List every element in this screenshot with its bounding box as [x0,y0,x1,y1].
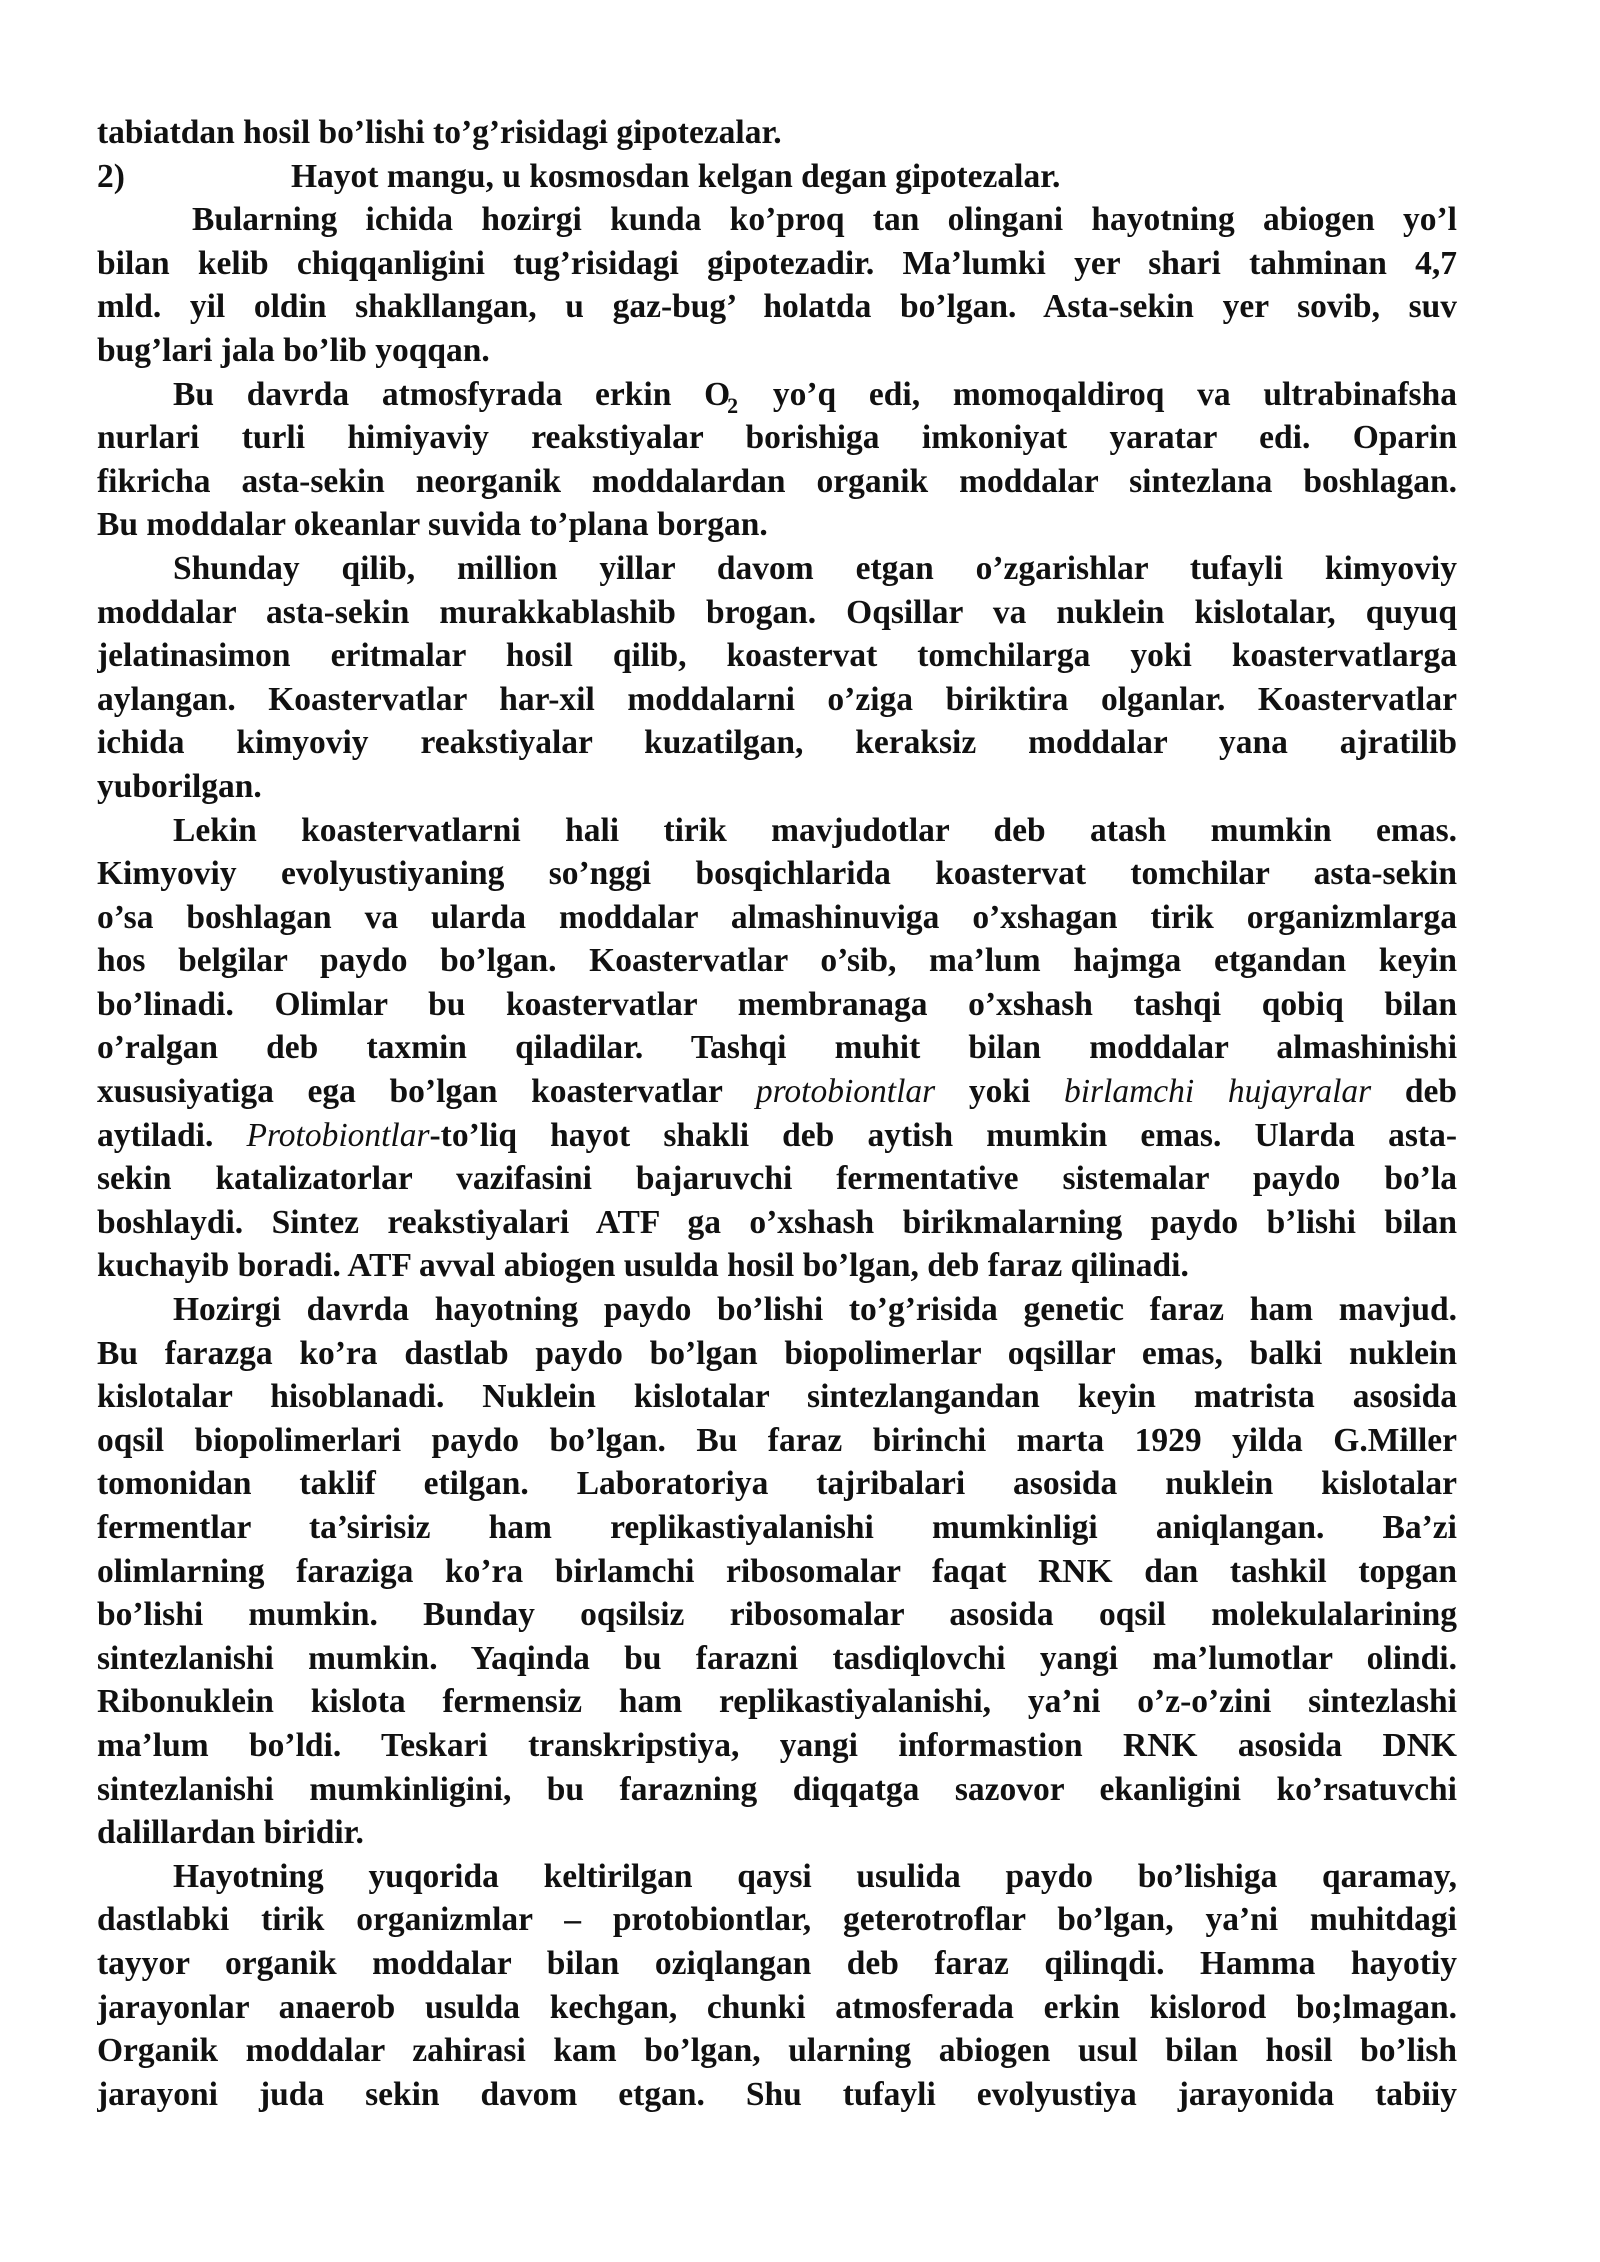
text-line: dalillardan biridir. [97,1814,364,1852]
text-line: sintezlanishi mumkin. Yaqinda bu farazni tasdiqlovchi yangi ma’lumotlar olindi. [97,1639,1457,1677]
text-line: olimlarning faraziga ko’ra birlamchi ribosomalar faqat RNK dan tashkil topgan [97,1552,1457,1590]
text-line: tomonidan taklif etilgan. Laboratoriya tajribalari asosida nuklein kislotalar [97,1465,1457,1503]
text-line: Bu moddalar okeanlar suvida to’plana borgan. [97,506,768,544]
text-line: moddalar asta-sekin murakkablashib brogan. Oqsillar va nuklein kislotalar, quyuq [97,593,1457,631]
text-line: Bu farazga ko’ra dastlab paydo bo’lgan biopolimerlar oqsillar emas, balki nuklein [97,1334,1457,1372]
text-line: hos belgilar paydo bo’lgan. Koastervatlar o’sib, ma’lum hajmga etgandan keyin [97,942,1457,980]
text-line: boshlaydi. Sintez reakstiyalari ATF ga o’xshash birikmalarning paydo b’lishi bilan [97,1203,1457,1241]
italic-term: birlamchi hujayralar [1063,1073,1372,1111]
document-page [97,111,1457,2116]
text-line: kuchayib boradi. ATF avval abiogen usulda hosil bo’lgan, deb faraz qilinadi. [97,1247,1189,1285]
text-line: Ribonuklein kislota fermensiz ham replikastiyalanishi, ya’ni o’z-o’zini sintezlashi [97,1683,1457,1721]
text-line: jarayonlar anaerob usulda kechgan, chunki atmosferada erkin kislorod bo;lmagan. [97,1988,1457,2026]
paragraph-first-line: Hayotning yuqorida keltirilgan qaysi usulida paydo bo’lishiga qaramay, [173,1857,1457,1895]
text-line: jelatinasimon eritmalar hosil qilib, koastervat tomchilarga yoki koastervatlarga [97,637,1457,675]
text-segment: Bu davrda atmosfyrada erkin O [173,375,731,413]
text-line: bug’lari jala bo’lib yoqqan. [97,331,490,369]
text-segment: aytiladi. [97,1116,247,1154]
paragraph-first-line: Bularning ichida hozirgi kunda ko’proq tan olingani hayotning abiogen yo’l [192,201,1457,239]
text-line: bo’lishi mumkin. Bunday oqsilsiz ribosomalar asosida oqsil molekulalarining [97,1596,1457,1634]
paragraph-first-line [97,373,1457,417]
text-line: oqsil biopolimerlari paydo bo’lgan. Bu faraz birinchi marta 1929 yilda G.Miller [97,1421,1457,1459]
numbered-item [97,155,1457,199]
text-line: bilan kelib chiqqanligini tug’risidagi gipotezadir. Ma’lumki yer shari tahminan 4,7 [97,244,1457,282]
text-line [97,1114,1457,1158]
text-segment: xususiyatiga ega bo’lgan koastervatlar [97,1073,756,1111]
text-line: ichida kimyoviy reakstiyalar kuzatilgan, keraksiz moddalar yana ajratilib [97,724,1457,762]
text-line: aylangan. Koastervatlar har-xil moddalarni o’ziga biriktira olganlar. Koastervatlar [97,680,1457,718]
text-line: fermentlar ta’sirisiz ham replikastiyalanishi mumkinligi aniqlangan. Ba’zi [97,1509,1457,1546]
subscript: 2 [727,392,739,417]
text-line: o’ralgan deb taxmin qiladilar. Tashqi muhit bilan moddalar almashinishi [97,1029,1457,1067]
paragraph-first-line: Lekin koastervatlarni hali tirik mavjudotlar deb atash mumkin emas. [173,811,1457,849]
italic-term: Protobiontlar [246,1116,430,1154]
text-segment: -to’liq hayot shakli deb aytish mumkin emas. Ularda asta- [429,1116,1457,1154]
text-line: sintezlanishi mumkinligini, bu farazning diqqatga sazovor ekanligini ko’rsatuvchi [97,1770,1457,1808]
text-line [97,1070,1457,1114]
text-line: sekin katalizatorlar vazifasini bajaruvchi fermentative sistemalar paydo bo’la [97,1160,1457,1198]
text-line: Kimyoviy evolyustiyaning so’nggi bosqichlarida koastervat tomchilar asta-sekin [97,855,1457,893]
text-line: nurlari turli himiyaviy reakstiyalar borishiga imkoniyat yaratar edi. Oparin [97,419,1457,457]
text-line: dastlabki tirik organizmlar – protobiontlar, geterotroflar bo’lgan, ya’ni muhitdagi [97,1901,1457,1939]
text-line: jarayoni juda sekin davom etgan. Shu tufayli evolyustiya jarayonida tabiiy [97,2075,1457,2113]
text-line: fikricha asta-sekin neorganik moddalardan organik moddalar sintezlana boshlagan. [97,462,1457,500]
text-segment: yo’q edi, momoqaldiroq va ultrabinafsha [740,375,1457,413]
text-line: bo’linadi. Olimlar bu koastervatlar membranaga o’xshash tashqi qobiq bilan [97,985,1457,1023]
text-line: o’sa boshlagan va ularda moddalar almashinuviga o’xshagan tirik organizmlarga [97,898,1457,936]
item-number: 2) [97,157,125,195]
text-line: tayyor organik moddalar bilan oziqlangan deb faraz qilinqdi. Hamma hayotiy [97,1944,1457,1982]
text-line: ma’lum bo’ldi. Teskari transkripstiya, yangi informastion RNK asosida DNK [97,1726,1457,1764]
italic-term: protobiontlar [755,1073,936,1111]
item-text: Hayot mangu, u kosmosdan kelgan degan gipotezalar. [291,157,1061,195]
text-segment: yoki [935,1073,1064,1111]
text-segment: deb [1371,1073,1457,1111]
paragraph-first-line: Hozirgi davrda hayotning paydo bo’lishi to’g’risida genetic faraz ham mavjud. [173,1291,1457,1329]
text-line: yuborilgan. [97,767,262,805]
text-line: Organik moddalar zahirasi kam bo’lgan, ularning abiogen usul bilan hosil bo’lish [97,2032,1457,2070]
paragraph-first-line: Shunday qilib, million yillar davom etgan o’zgarishlar tufayli kimyoviy [173,549,1457,587]
text-line: kislotalar hisoblanadi. Nuklein kislotalar sintezlangandan keyin matrista asosida [97,1378,1457,1416]
text-line: tabiatdan hosil bo’lishi to’g’risidagi gipotezalar. [97,114,782,151]
text-line: mld. yil oldin shakllangan, u gaz-bug’ holatda bo’lgan. Asta-sekin yer sovib, suv [97,288,1457,326]
